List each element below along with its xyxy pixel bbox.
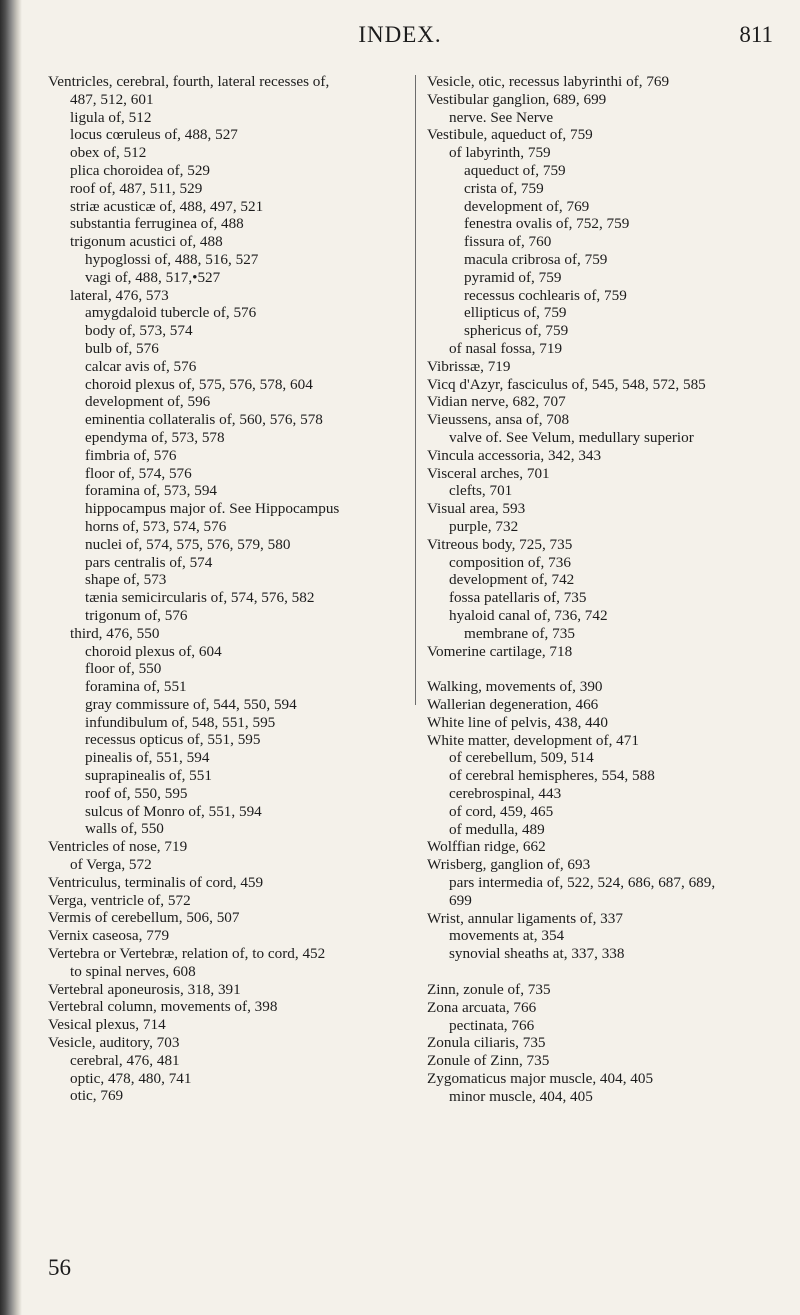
index-entry: Vestibular ganglion, 689, 699 bbox=[427, 90, 607, 108]
index-subentry: roof of, 550, 595 bbox=[85, 784, 188, 802]
index-subentry: cerebral, 476, 481 bbox=[70, 1051, 180, 1069]
index-entry: Vomerine cartilage, 718 bbox=[427, 642, 573, 660]
index-subentry: trigonum of, 576 bbox=[85, 606, 188, 624]
index-subentry: plica choroidea of, 529 bbox=[70, 161, 211, 179]
index-subentry: amygdaloid tubercle of, 576 bbox=[85, 304, 257, 322]
index-entry: Vernix caseosa, 779 bbox=[48, 927, 170, 945]
column-divider bbox=[415, 75, 416, 705]
index-subentry: optic, 478, 480, 741 bbox=[70, 1069, 192, 1087]
index-entry: Vincula accessoria, 342, 343 bbox=[427, 446, 602, 464]
page-title: INDEX. bbox=[358, 22, 442, 47]
index-subentry: striæ acusticæ of, 488, 497, 521 bbox=[70, 197, 264, 215]
index-subentry: trigonum acustici of, 488 bbox=[70, 233, 223, 251]
index-subentry: macula cribrosa of, 759 bbox=[464, 250, 608, 268]
index-subentry: minor muscle, 404, 405 bbox=[449, 1087, 593, 1105]
index-entry: Verga, ventricle of, 572 bbox=[48, 891, 191, 909]
page-header bbox=[0, 22, 800, 52]
index-subentry: recessus cochlearis of, 759 bbox=[464, 286, 627, 304]
index-subentry: 699 bbox=[449, 891, 472, 909]
index-entry: Zonula ciliaris, 735 bbox=[427, 1034, 546, 1052]
index-subentry: ellipticus of, 759 bbox=[464, 304, 567, 322]
index-entry: Zona arcuata, 766 bbox=[427, 998, 537, 1016]
index-subentry: bulb of, 576 bbox=[85, 339, 159, 357]
index-entry: Wrist, annular ligaments of, 337 bbox=[427, 909, 623, 927]
index-entry: Wrisberg, ganglion of, 693 bbox=[427, 856, 591, 874]
index-entry: Vermis of cerebellum, 506, 507 bbox=[48, 909, 240, 927]
index-subentry: aqueduct of, 759 bbox=[464, 161, 566, 179]
index-subentry: eminentia collateralis of, 560, 576, 578 bbox=[85, 411, 323, 429]
index-entry: Wolffian ridge, 662 bbox=[427, 838, 546, 856]
index-subentry: floor of, 574, 576 bbox=[85, 464, 192, 482]
index-subentry: substantia ferruginea of, 488 bbox=[70, 215, 244, 233]
index-subentry: floor of, 550 bbox=[85, 660, 162, 678]
index-entry: Vestibule, aqueduct of, 759 bbox=[427, 126, 593, 144]
index-entry: Vibrissæ, 719 bbox=[427, 357, 511, 375]
index-subentry: fimbria of, 576 bbox=[85, 446, 177, 464]
index-subentry: suprapinealis of, 551 bbox=[85, 767, 212, 785]
index-subentry: clefts, 701 bbox=[449, 482, 513, 500]
index-subentry: synovial sheaths at, 337, 338 bbox=[449, 945, 625, 963]
index-subentry: shape of, 573 bbox=[85, 571, 167, 589]
index-subentry: hypoglossi of, 488, 516, 527 bbox=[85, 250, 259, 268]
index-entry: White line of pelvis, 438, 440 bbox=[427, 713, 608, 731]
index-subentry: of Verga, 572 bbox=[70, 856, 152, 874]
index-entry: Zonule of Zinn, 735 bbox=[427, 1052, 550, 1070]
index-subentry: crista of, 759 bbox=[464, 179, 544, 197]
index-entry: White matter, development of, 471 bbox=[427, 731, 639, 749]
index-subentry: to spinal nerves, 608 bbox=[70, 962, 196, 980]
index-subentry: of medulla, 489 bbox=[449, 820, 545, 838]
index-subentry: pyramid of, 759 bbox=[464, 268, 562, 286]
index-entry: Vertebral aponeurosis, 318, 391 bbox=[48, 980, 241, 998]
index-subentry: of labyrinth, 759 bbox=[449, 144, 551, 162]
index-subentry: of cord, 459, 465 bbox=[449, 802, 554, 820]
index-subentry: obex of, 512 bbox=[70, 144, 147, 162]
index-subentry: of cerebellum, 509, 514 bbox=[449, 749, 594, 767]
index-subentry: pinealis of, 551, 594 bbox=[85, 749, 210, 767]
index-subentry: pectinata, 766 bbox=[449, 1016, 535, 1034]
section-gap bbox=[427, 660, 787, 678]
index-entry: Zinn, zonule of, 735 bbox=[427, 981, 551, 999]
index-subentry: recessus opticus of, 551, 595 bbox=[85, 731, 261, 749]
signature-mark: 56 bbox=[48, 1255, 71, 1280]
index-entry: Ventricles of nose, 719 bbox=[48, 838, 188, 856]
index-entry: Vertebra or Vertebræ, relation of, to cord, 452 bbox=[48, 945, 326, 963]
index-subentry: membrane of, 735 bbox=[464, 624, 575, 642]
index-entry: Walking, movements of, 390 bbox=[427, 678, 603, 696]
index-entry: Vesicle, otic, recessus labyrinthi of, 769 bbox=[427, 73, 670, 90]
index-subentry: ligula of, 512 bbox=[70, 108, 152, 126]
index-entry: Visceral arches, 701 bbox=[427, 464, 550, 482]
index-subentry: movements at, 354 bbox=[449, 927, 565, 945]
book-binding-edge bbox=[0, 0, 22, 1315]
index-subentry: hippocampus major of. See Hippocampus bbox=[85, 500, 340, 518]
index-subentry: purple, 732 bbox=[449, 517, 519, 535]
index-entry: Ventriculus, terminalis of cord, 459 bbox=[48, 873, 264, 891]
index-entry: Vicq d'Azyr, fasciculus of, 545, 548, 572, 585 bbox=[427, 375, 706, 393]
index-subentry: pars intermedia of, 522, 524, 686, 687, 689, bbox=[449, 874, 716, 892]
index-column-right bbox=[427, 73, 787, 1106]
index-entry: Vidian nerve, 682, 707 bbox=[427, 393, 566, 411]
index-entry: Vertebral column, movements of, 398 bbox=[48, 998, 278, 1016]
index-subentry: infundibulum of, 548, 551, 595 bbox=[85, 713, 276, 731]
index-subentry: walls of, 550 bbox=[85, 820, 164, 838]
index-subentry: choroid plexus of, 604 bbox=[85, 642, 222, 660]
index-entry: Vesical plexus, 714 bbox=[48, 1016, 166, 1034]
index-entry: Ventricles, cerebral, fourth, lateral recesses of, bbox=[48, 73, 330, 90]
index-entry: Vitreous body, 725, 735 bbox=[427, 535, 573, 553]
index-subentry: foramina of, 573, 594 bbox=[85, 482, 218, 500]
index-subentry: tænia semicircularis of, 574, 576, 582 bbox=[85, 589, 315, 607]
index-subentry: hyaloid canal of, 736, 742 bbox=[449, 606, 608, 624]
index-subentry: otic, 769 bbox=[70, 1087, 124, 1105]
index-subentry: nerve. See Nerve bbox=[449, 108, 554, 126]
index-subentry: ependyma of, 573, 578 bbox=[85, 428, 225, 446]
index-subentry: calcar avis of, 576 bbox=[85, 357, 197, 375]
index-subentry: locus cœruleus of, 488, 527 bbox=[70, 126, 238, 144]
index-subentry: body of, 573, 574 bbox=[85, 322, 193, 340]
index-subentry: development of, 769 bbox=[464, 197, 590, 215]
index-subentry: 487, 512, 601 bbox=[70, 90, 154, 108]
index-subentry: fenestra ovalis of, 752, 759 bbox=[464, 215, 630, 233]
index-entry: Visual area, 593 bbox=[427, 500, 526, 518]
index-subentry: third, 476, 550 bbox=[70, 624, 160, 642]
index-subentry: sulcus of Monro of, 551, 594 bbox=[85, 802, 262, 820]
index-subentry: composition of, 736 bbox=[449, 553, 571, 571]
index-subentry: pars centralis of, 574 bbox=[85, 553, 213, 571]
index-entry: Zygomaticus major muscle, 404, 405 bbox=[427, 1070, 654, 1088]
index-entry: Vieussens, ansa of, 708 bbox=[427, 411, 570, 429]
index-subentry: horns of, 573, 574, 576 bbox=[85, 517, 227, 535]
index-subentry: of cerebral hemispheres, 554, 588 bbox=[449, 767, 655, 785]
index-subentry: development of, 596 bbox=[85, 393, 211, 411]
index-subentry: lateral, 476, 573 bbox=[70, 286, 169, 304]
index-entry: Vesicle, auditory, 703 bbox=[48, 1034, 180, 1052]
index-subentry: nuclei of, 574, 575, 576, 579, 580 bbox=[85, 535, 291, 553]
index-column-left bbox=[48, 73, 408, 1105]
index-subentry: valve of. See Velum, medullary superior bbox=[449, 428, 694, 446]
index-subentry: fissura of, 760 bbox=[464, 233, 552, 251]
index-subentry: development of, 742 bbox=[449, 571, 575, 589]
index-subentry: vagi of, 488, 517,•527 bbox=[85, 268, 221, 286]
index-subentry: roof of, 487, 511, 529 bbox=[70, 179, 203, 197]
index-subentry: cerebrospinal, 443 bbox=[449, 785, 562, 803]
index-subentry: gray commissure of, 544, 550, 594 bbox=[85, 695, 297, 713]
index-entry: Wallerian degeneration, 466 bbox=[427, 696, 599, 714]
index-subentry: fossa patellaris of, 735 bbox=[449, 589, 587, 607]
index-subentry: sphericus of, 759 bbox=[464, 322, 569, 340]
index-subentry: choroid plexus of, 575, 576, 578, 604 bbox=[85, 375, 313, 393]
index-subentry: of nasal fossa, 719 bbox=[449, 339, 563, 357]
section-gap bbox=[427, 963, 787, 981]
page-number: 811 bbox=[739, 22, 773, 47]
index-subentry: foramina of, 551 bbox=[85, 678, 187, 696]
